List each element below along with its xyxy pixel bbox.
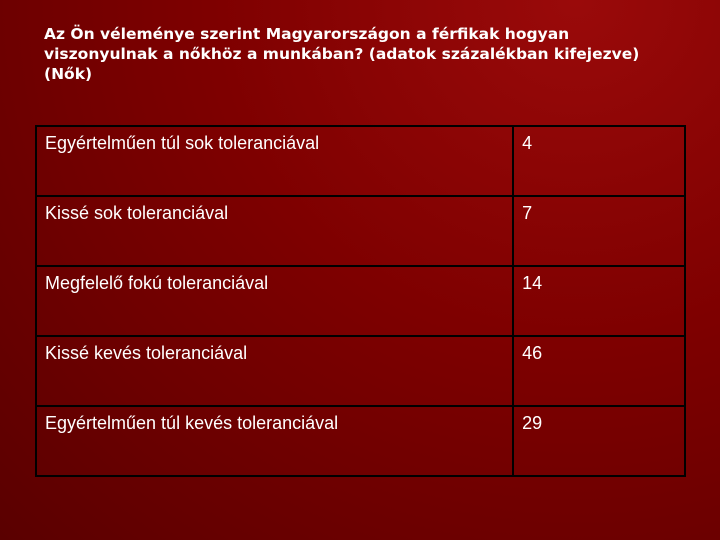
row-value: 46 [513, 336, 685, 406]
row-label: Kissé sok toleranciával [36, 196, 513, 266]
row-label: Kissé kevés toleranciával [36, 336, 513, 406]
survey-table [35, 125, 686, 477]
row-value: 4 [513, 126, 685, 196]
table-row [36, 336, 685, 406]
row-label: Megfelelő fokú toleranciával [36, 266, 513, 336]
row-value: 7 [513, 196, 685, 266]
row-value: 14 [513, 266, 685, 336]
row-label: Egyértelműen túl sok toleranciával [36, 126, 513, 196]
slide-title: Az Ön véleménye szerint Magyarországon a férfikak hogyan viszonyulnak a nőkhöz a munkában? (adatok százalékban kifejezve) (Nők) [44, 25, 640, 83]
row-label: Egyértelműen túl kevés toleranciával [36, 406, 513, 476]
table-row [36, 196, 685, 266]
table-row [36, 406, 685, 476]
table-row [36, 266, 685, 336]
row-value: 29 [513, 406, 685, 476]
table-row [36, 126, 685, 196]
